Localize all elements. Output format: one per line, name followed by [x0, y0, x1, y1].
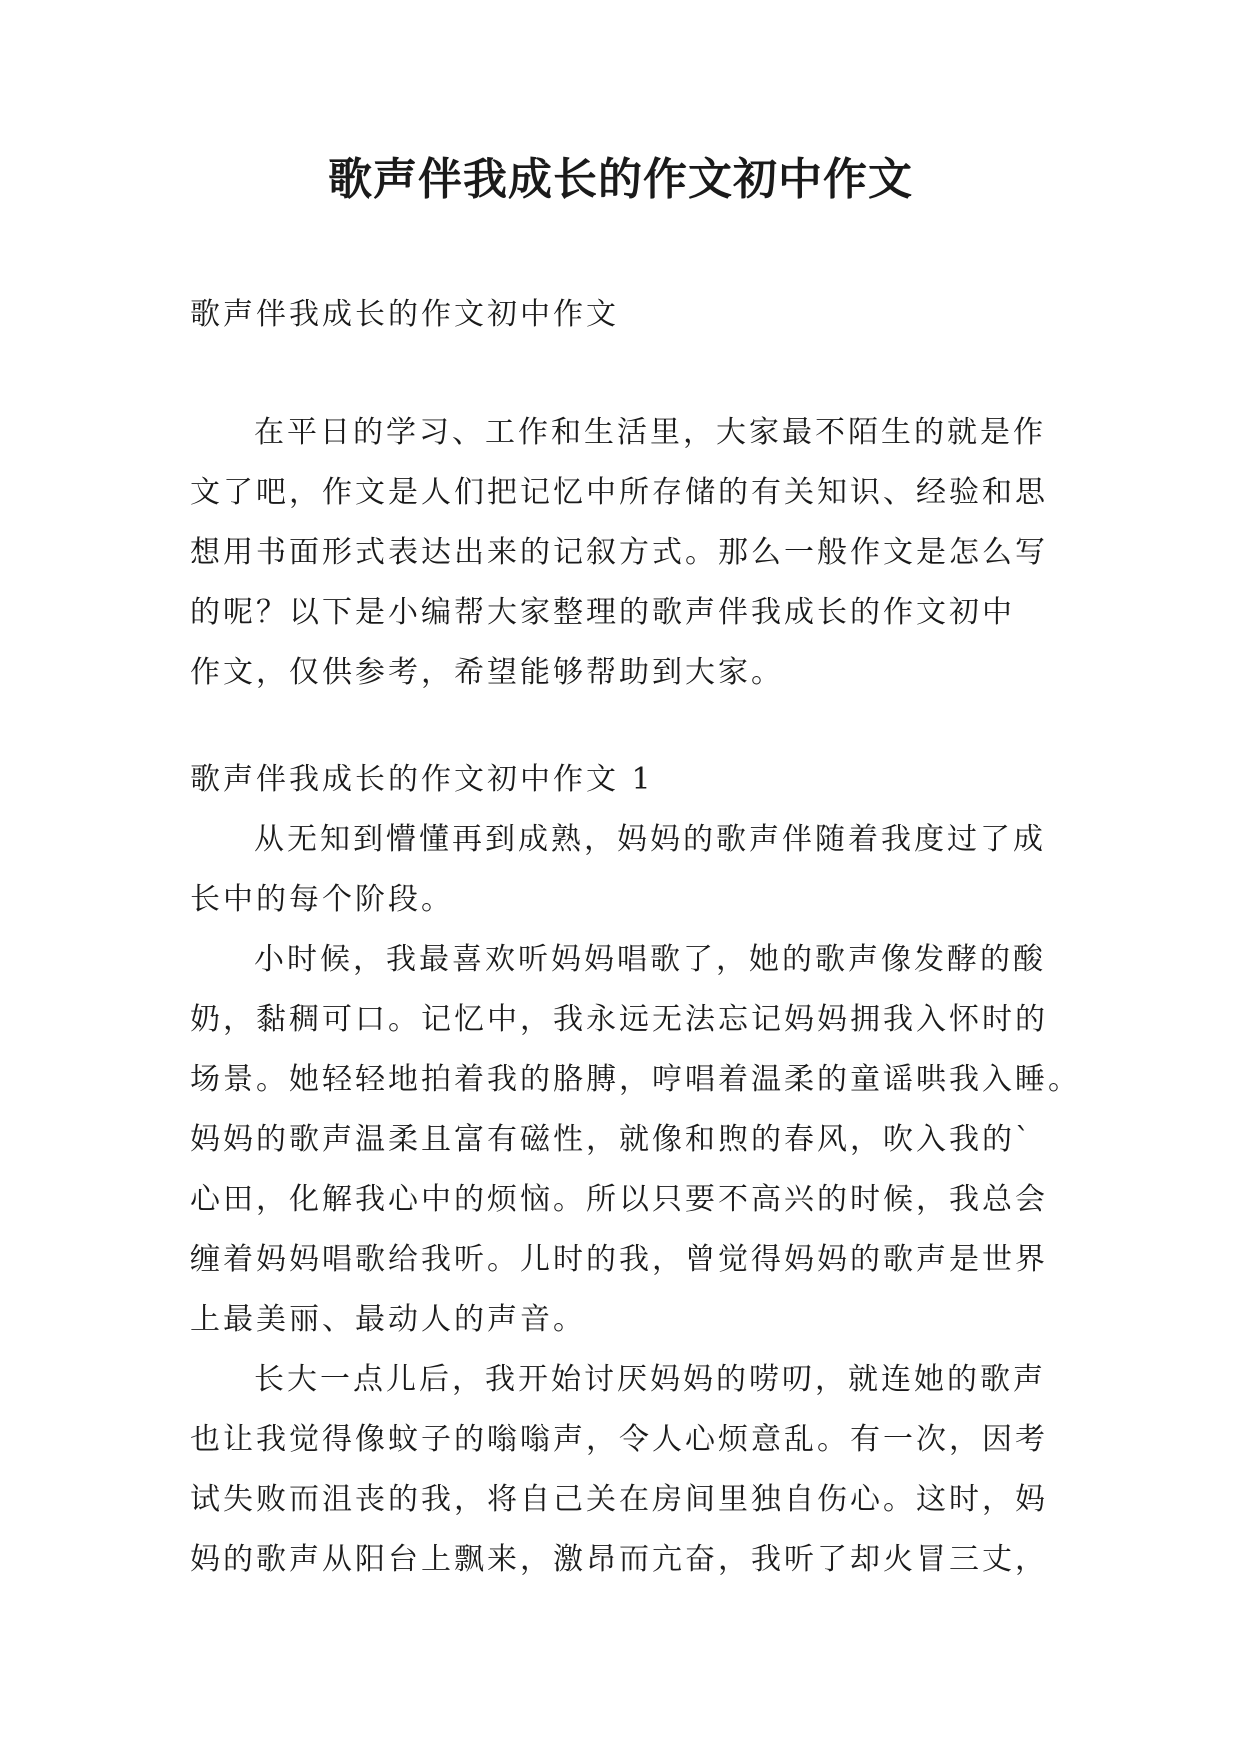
paragraph-1-line: 长中的每个阶段。: [190, 882, 454, 917]
paragraph-2-line: 奶，黏稠可口。记忆中，我永远无法忘记妈妈拥我入怀时的: [190, 1002, 1048, 1037]
paragraph-2-line: 场景。她轻轻地拍着我的胳膊，哼唱着温柔的童谣哄我入睡。: [190, 1062, 1081, 1097]
intro-line: 文了吧，作文是人们把记忆中所存储的有关知识、经验和思: [190, 475, 1048, 510]
document-subtitle: [190, 285, 1050, 345]
essay-body: [190, 810, 1081, 1590]
section-heading-text: 歌声伴我成长的作文初中作文 1: [190, 762, 654, 797]
paragraph-2-line: 小时候，我最喜欢听妈妈唱歌了，她的歌声像发酵的酸: [254, 942, 1046, 977]
intro-line: 作文，仅供参考，希望能够帮助到大家。: [190, 655, 784, 690]
intro-line: 的呢？以下是小编帮大家整理的歌声伴我成长的作文初中: [190, 595, 1015, 630]
paragraph-3-line: 也让我觉得像蚊子的嗡嗡声，令人心烦意乱。有一次，因考: [190, 1422, 1048, 1457]
section-heading: [190, 750, 1050, 810]
paragraph-3-line: 试失败而沮丧的我，将自己关在房间里独自伤心。这时，妈: [190, 1482, 1048, 1517]
intro-line: 想用书面形式表达出来的记叙方式。那么一般作文是怎么写: [190, 535, 1048, 570]
paragraph-2-line: 上最美丽、最动人的声音。: [190, 1302, 586, 1337]
intro-line: 在平日的学习、工作和生活里，大家最不陌生的就是作: [254, 415, 1046, 450]
subtitle-text: 歌声伴我成长的作文初中作文: [190, 297, 619, 332]
paragraph-3-line: 妈的歌声从阳台上飘来，激昂而亢奋，我听了却火冒三丈，: [190, 1542, 1048, 1577]
paragraph-2-line: 心田，化解我心中的烦恼。所以只要不高兴的时候，我总会: [190, 1182, 1048, 1217]
paragraph-2-line: 妈妈的歌声温柔且富有磁性，就像和煦的春风，吹入我的`: [190, 1122, 1033, 1157]
intro-paragraph: [190, 403, 1050, 703]
document-title: 歌声伴我成长的作文初中作文: [328, 154, 913, 205]
paragraph-2-line: 缠着妈妈唱歌给我听。儿时的我，曾觉得妈妈的歌声是世界: [190, 1242, 1048, 1277]
paragraph-1-line: 从无知到懵懂再到成熟，妈妈的歌声伴随着我度过了成: [254, 822, 1046, 857]
paragraph-3-line: 长大一点儿后，我开始讨厌妈妈的唠叨，就连她的歌声: [254, 1362, 1046, 1397]
